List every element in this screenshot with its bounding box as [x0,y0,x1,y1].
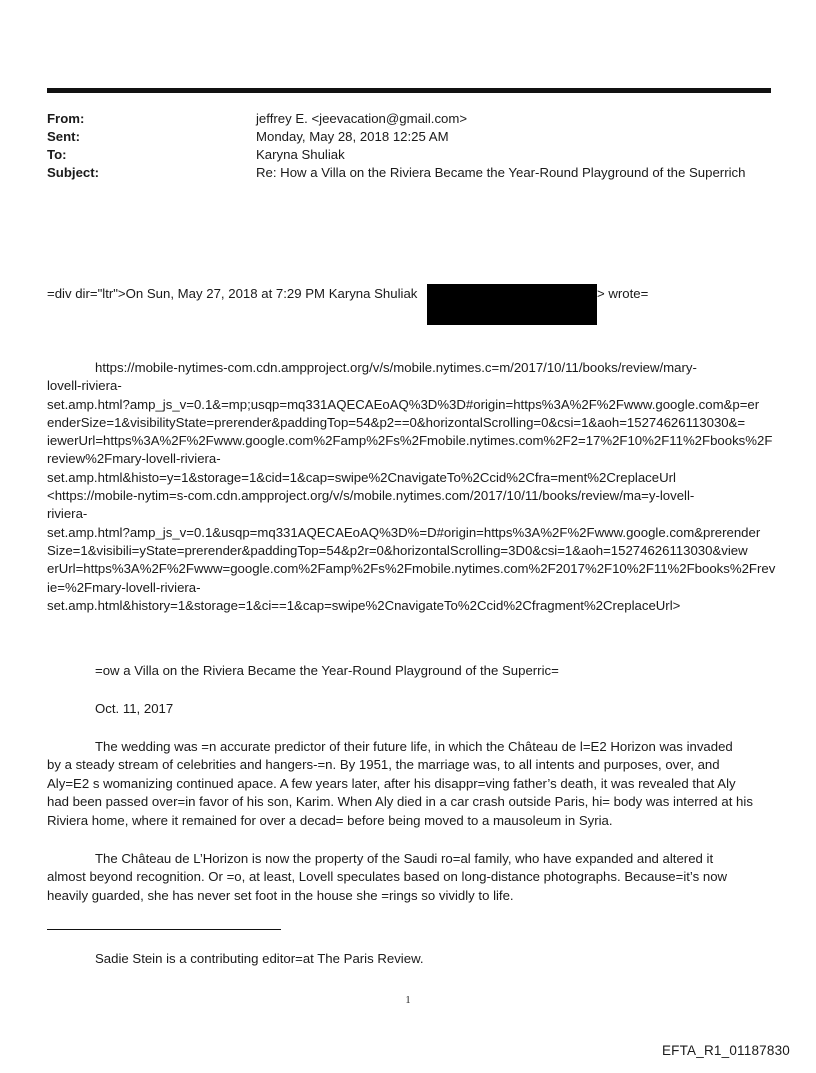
email-header [47,110,777,182]
from-value: jeffrey E. <jeevacation@gmail.com> [256,111,468,126]
article-title: =ow a Villa on the Riviera Became the Year-Round Playground of the Superric= [95,663,559,678]
paragraph-line: almost beyond recognition. Or =o, at least, Lovell speculates based on long-distance photographs. Because=it’s now [47,869,728,885]
bates-number: EFTA_R1_01187830 [661,1043,790,1058]
article-paragraph-1 [47,738,771,830]
to-row [47,146,777,164]
article-date: Oct. 11, 2017 [95,701,174,716]
url-line: https://mobile-nytimes-com.cdn.ampproject.org/v/s/mobile.nytimes.c=m/2017/10/11/books/review/mary- [95,360,697,375]
url-line: review%2Fmary-lovell-riviera- [47,451,221,467]
from-label: From: [47,111,85,126]
quote-intro: =div dir="ltr">On Sun, May 27, 2018 at 7:29 PM Karyna Shuliak [47,286,418,301]
sent-label: Sent: [47,129,80,144]
article-title-block [47,662,771,680]
from-row [47,110,777,128]
url-line: lovell-riviera- [47,378,122,394]
url-line: set.amp.html?amp_js_v=0.1&=mp;usqp=mq331AQECAEoAQ%3D%3D#origin=https%3A%2F%2Fwww.google.com&p=er [47,396,760,412]
article-paragraph-2 [47,850,771,905]
subject-value: Re: How a Villa on the Riviera Became the Year-Round Playground of the Superrich [256,165,746,180]
url-line: enderSize=1&visibilityState=prerender&paddingTop=54&p2==0&horizontalScrolling=0&csi=1&aoh=15274626113030&= [47,414,746,430]
url-line: set.amp.html&history=1&storage=1&ci==1&cap=swipe%2CnavigateTo%2Ccid%2Cfragment%2CreplaceUrl> [47,597,681,613]
paragraph-line: The wedding was =n accurate predictor of their future life, in which the Château de l=E2 Horizon was invaded [95,739,733,754]
redaction-box [427,284,597,325]
subject-label: Subject: [47,165,100,180]
subject-row [47,164,777,182]
url-line: iewerUrl=https%3A%2F%2Fwww.google.com%2Famp%2Fs%2Fmobile.nytimes.com%2F2=17%2F10%2F11%2Fbooks%2F [47,433,773,449]
article-url-block [47,359,776,615]
url-line: riviera- [47,506,88,522]
sent-value: Monday, May 28, 2018 12:25 AM [256,129,449,144]
page-number: 1 [405,995,411,1006]
to-label: To: [47,147,67,162]
paragraph-line: had been passed over=in favor of his son, Karim. When Aly died in a car crash outside Paris, hi= body was interred at his [47,794,753,810]
url-line: <https://mobile-nytim=s-com.cdn.ampproject.org/v/s/mobile.nytimes.com/2017/10/11/books/review/ma=y-lovell- [47,488,695,504]
sent-row [47,128,777,146]
paragraph-line: The Château de L’Horizon is now the property of the Saudi ro=al family, who have expanded and altered it [95,851,714,866]
to-value: Karyna Shuliak [256,147,345,162]
paragraph-line: Riviera home, where it remained for over a decad= before being moved to a mausoleum in Syria. [47,812,613,828]
paragraph-line: by a steady stream of celebrities and hangers-=n. By 1951, the marriage was, to all intents and purposes, over, and [47,757,720,773]
paragraph-line: heavily guarded, she has never set foot in the house she =rings so vividly to life. [47,887,514,903]
footnote-block [47,950,771,968]
header-rule [47,88,771,93]
footnote-rule [47,929,281,930]
url-line: ie=%2Fmary-lovell-riviera- [47,579,201,595]
url-line: erUrl=https%3A%2F%2Fwww=google.com%2Famp%2Fs%2Fmobile.nytimes.com%2F2017%2F10%2F11%2Fbooks%2Frev [47,561,776,577]
article-date-block [47,700,771,718]
url-line: set.amp.html?amp_js_v=0.1&usqp=mq331AQECAEoAQ%3D%=D#origin=https%3A%2F%2Fwww.google.com&prerender [47,524,761,540]
url-line: set.amp.html&histo=y=1&storage=1&cid=1&cap=swipe%2CnavigateTo%2Ccid%2Cfra=ment%2CreplaceUrl [47,469,676,485]
paragraph-line: Aly=E2 s womanizing continued apace. A few years later, after his disappr=ving father’s death, it was revealed that Aly [47,775,736,791]
footnote-text: Sadie Stein is a contributing editor=at The Paris Review. [95,951,424,966]
url-line: Size=1&visibili=yState=prerender&paddingTop=54&p2r=0&horizontalScrolling=3D0&csi=1&aoh=15274626113030&view [47,542,748,558]
quote-wrote: > wrote= [597,286,649,301]
